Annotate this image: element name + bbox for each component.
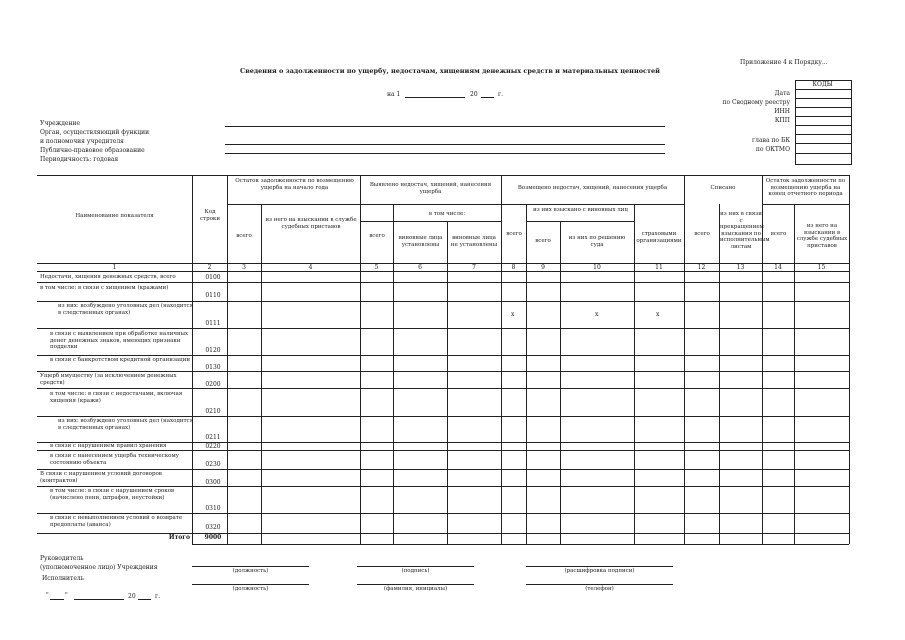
col6-7-incl: в том числе:	[428, 211, 466, 217]
cap-position-exec: (должность)	[232, 586, 269, 592]
col8-total: всего	[506, 231, 522, 237]
row-label-0310: в том числе: в связи с нарушением сроков (начислено пени, штрафов, неустойки)	[50, 488, 175, 501]
colnum-13: 13	[736, 264, 745, 271]
sign-date-quote-close: "	[65, 592, 68, 599]
row-label-0200: Ущерб имуществу (за исключением денежных средств)	[40, 373, 177, 386]
col15-header: из него на взыскании в службе судебных приставов	[796, 223, 848, 249]
cap-signature: (подпись)	[401, 568, 430, 574]
row-label-0110: в том числе: в связи с хищением (кражами)	[40, 285, 169, 291]
colnum-3: 3	[242, 264, 246, 271]
group-reimbursed: Возмещено недостач, хищений, нанесения ущерба	[517, 185, 668, 191]
head-label-2: (уполномоченное лицо) Учреждения	[40, 564, 158, 571]
row-label-0111: из них: возбуждено уголовных дел (находится в следственных органах)	[58, 303, 194, 316]
colnum-15: 15	[817, 264, 826, 271]
colnum-6: 6	[418, 264, 422, 271]
institution-field-line	[225, 126, 665, 127]
row-code-0310: 0310	[205, 505, 221, 512]
total-code: 9000	[204, 534, 222, 541]
head-signature-line	[357, 566, 474, 567]
col4-header: из него на взыскании в службе судебных приставов	[265, 217, 357, 230]
codes-heading: КОДЫ	[812, 81, 833, 88]
cap-position: (должность)	[232, 568, 269, 574]
total-label: Итого	[168, 534, 190, 541]
group-detected: Выявлено недостач, хищений, нанесения ущерба	[369, 182, 492, 195]
col5-total: всего	[369, 233, 385, 239]
colnum-10: 10	[593, 264, 601, 271]
date-prefix: на 1	[387, 91, 401, 98]
row-label-0130: в связи с банкротством кредитной организации	[50, 357, 191, 363]
col-header-code: Код строки	[199, 209, 221, 222]
row-label-0120: в связи с выявлением при обработке наличных денег денежных знаков, имеющих признаки подделки	[50, 331, 189, 350]
col10-header: из них по решению суда	[568, 235, 626, 248]
cap-fio: (фамилия, инициалы)	[383, 586, 448, 592]
head-label-1: Руководитель	[40, 555, 84, 562]
code-label-kpp: КПП	[774, 117, 790, 124]
label-founder-2: и полномочия учредителя	[40, 138, 124, 145]
sign-date-month-line	[74, 599, 124, 600]
colnum-2: 2	[207, 264, 212, 271]
code-label-bk: глава по БК	[752, 137, 790, 144]
x-mark-col11: x	[656, 311, 660, 318]
col14-total: всего	[770, 231, 787, 237]
row-label-0320: в связи с невыполнением условий о возврате предоплаты (аванса)	[50, 515, 183, 528]
row-label-0210: в том числе: в связи с недостачами, включая хищения (кражи)	[50, 391, 183, 404]
colnum-5: 5	[374, 264, 379, 271]
debt-table	[37, 175, 849, 544]
row-code-0320: 0320	[205, 524, 221, 531]
col12-total: всего	[694, 231, 710, 237]
colnum-12: 12	[697, 264, 706, 271]
code-label-inn: ИНН	[774, 108, 790, 115]
cap-decoding: (расшифровка подписи)	[564, 568, 635, 574]
date-day-month-line	[405, 97, 465, 98]
founder-field-line	[225, 144, 665, 145]
row-code-0100: 0100	[205, 274, 221, 281]
sign-date-suffix: г.	[155, 593, 161, 600]
sign-date-quote-open: "	[46, 592, 49, 599]
head-decoding-line	[526, 566, 673, 567]
row-code-0111: 0111	[205, 320, 221, 327]
row-label-0300: В связи с нарушением условий договоров (контрактов)	[40, 471, 162, 484]
row-code-0230: 0230	[205, 461, 221, 468]
row-code-0200: 0200	[205, 381, 221, 388]
exec-fio-line	[357, 584, 474, 585]
sign-date-day-line	[50, 599, 64, 600]
form-title: Сведения о задолженности по ущербу, недостачам, хищениям денежных средств и материальных ценностей	[240, 67, 660, 75]
x-mark-col10: x	[595, 311, 599, 318]
row-code-0120: 0120	[205, 347, 221, 354]
colnum-7: 7	[472, 264, 476, 271]
col11-header: страховыми организациями	[636, 231, 682, 244]
exec-label: Исполнитель	[42, 575, 84, 582]
date-suffix: г.	[498, 91, 504, 98]
row-label-0220: в связи с нарушением правил хранения	[50, 443, 167, 449]
colnum-9: 9	[541, 264, 545, 271]
x-mark-col8: x	[511, 311, 515, 318]
code-label-date: Дата	[774, 90, 790, 97]
colnum-14: 14	[774, 264, 782, 271]
label-institution: Учреждение	[40, 120, 81, 127]
exec-phone-line	[526, 584, 673, 585]
row-code-0300: 0300	[205, 479, 221, 486]
row-code-0210: 0210	[205, 408, 221, 415]
appendix-note: Приложение 4 к Порядку...	[740, 59, 828, 66]
cap-phone: (телефон)	[585, 586, 614, 592]
row-code-0220: 0220	[205, 443, 221, 450]
code-label-registry: по Сводному реестру	[722, 99, 790, 106]
group-opening-balance: Остаток задолженности по возмещению ущерба на начало года	[235, 178, 354, 191]
date-year-label: 20	[470, 91, 478, 98]
row-label-0230: в связи с нанесением ущерба техническому состоянию объекта	[50, 453, 179, 466]
colnum-1: 1	[112, 264, 117, 271]
col13-header: из них в связи с прекращением взыскания по исполнительным листам	[720, 211, 770, 250]
sign-date-year-line	[138, 599, 151, 600]
row-code-0130: 0130	[205, 364, 221, 371]
col-header-name: Наименование показателя	[75, 213, 154, 219]
col3-total: всего	[236, 233, 252, 239]
row-code-0110: 0110	[205, 292, 221, 299]
sign-date-year: 20	[128, 593, 136, 600]
code-label-oktmo: по ОКТМО	[755, 146, 790, 153]
row-label-0211: из них: возбуждено уголовных дел (находится в следственных органах)	[58, 418, 194, 431]
row-label-0100: Недостачи, хищения денежных средств, всего	[40, 274, 176, 280]
col9-total: всего	[535, 238, 551, 244]
col6-header: виновные лица установлены	[398, 235, 443, 248]
row-code-0211: 0211	[205, 434, 221, 441]
colnum-8: 8	[511, 264, 516, 271]
date-year-line	[481, 97, 494, 98]
col7-header: виновные лица не установлены	[450, 235, 498, 248]
label-public-entity: Публично-правовое образование	[40, 147, 145, 154]
public-entity-field-line	[225, 153, 665, 154]
codes-box	[795, 80, 852, 165]
head-position-line	[192, 566, 309, 567]
colnum-11: 11	[655, 264, 663, 271]
colnum-4: 4	[308, 264, 313, 271]
label-founder-1: Орган, осуществляющий функции	[40, 129, 150, 136]
group-closing-balance: Остаток задолженности по возмещению ущерба на конец отчетного периода	[765, 178, 846, 197]
group-written-off: Списано	[710, 185, 736, 191]
col9-10-group: из них взыскано с виновных лиц	[533, 207, 628, 213]
exec-position-line	[192, 584, 309, 585]
label-periodicity: Периодичность: годовая	[40, 156, 119, 163]
